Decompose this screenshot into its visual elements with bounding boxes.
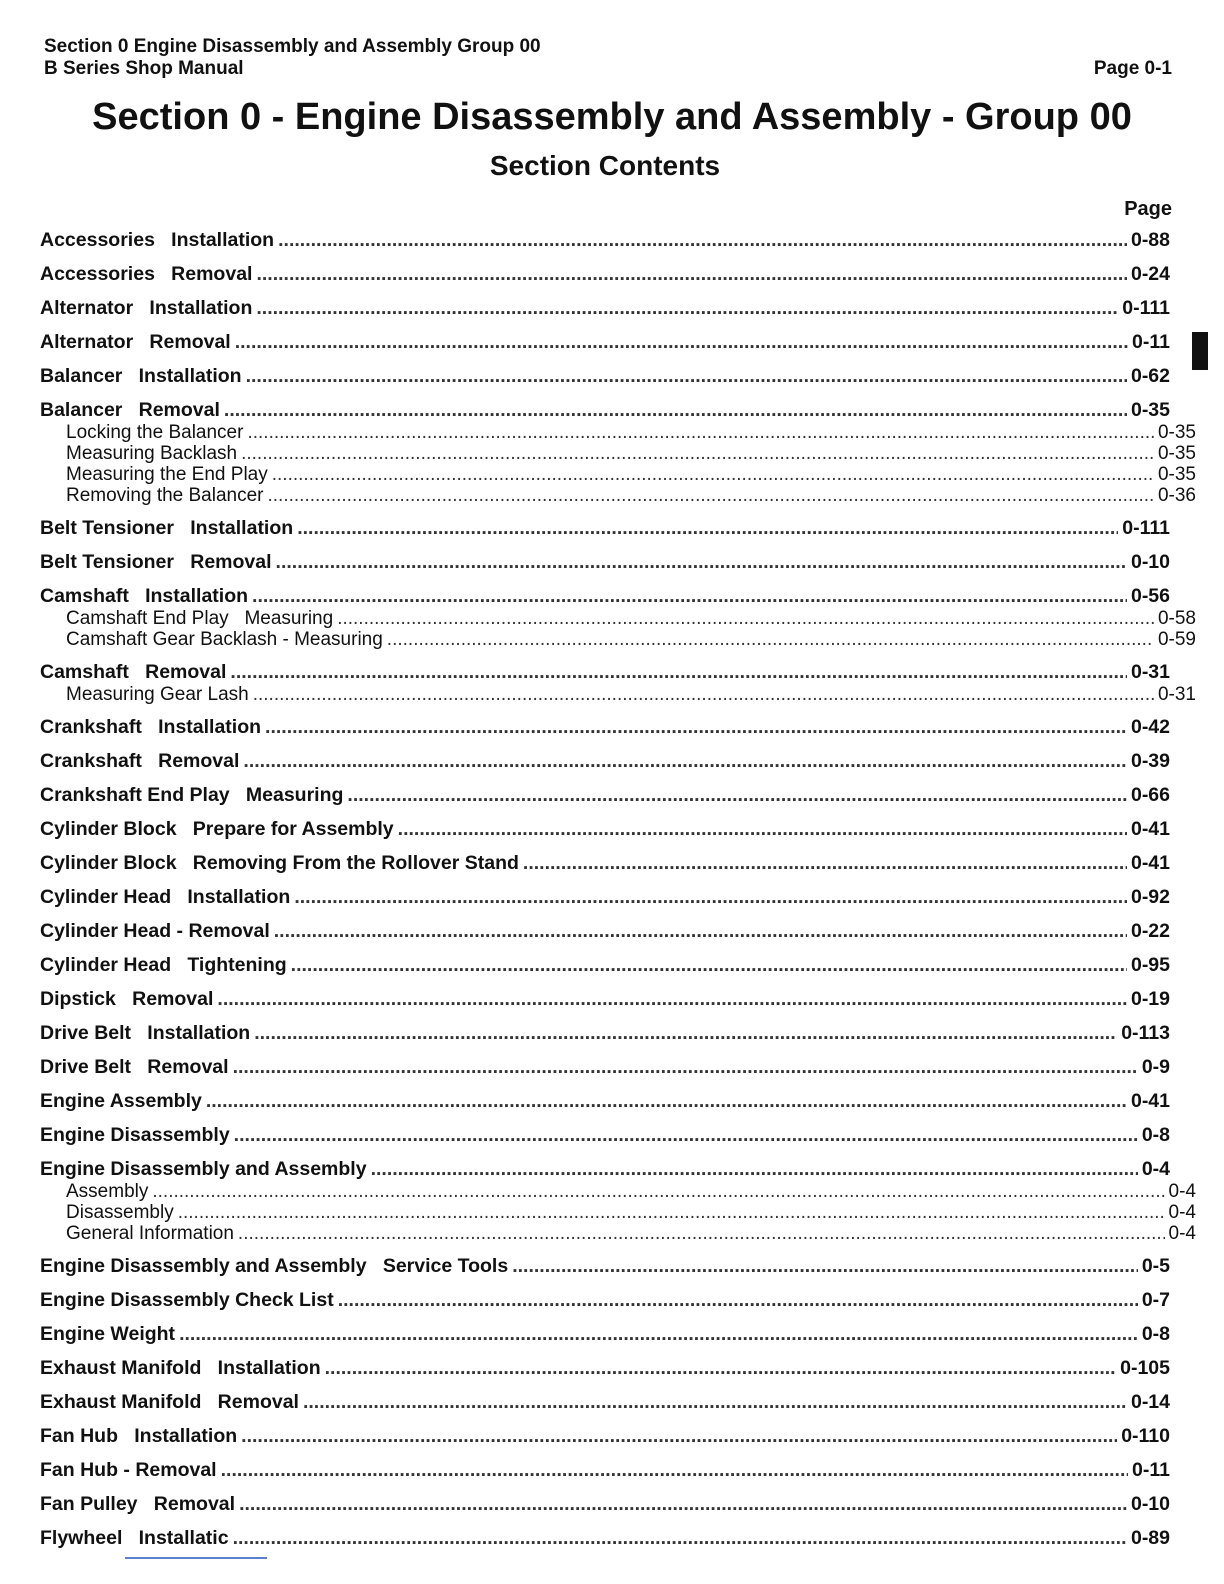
dot-leader	[243, 749, 1127, 773]
dot-leader	[387, 629, 1154, 650]
toc-main-row[interactable]	[40, 1458, 1170, 1482]
toc-entry	[40, 262, 1170, 286]
toc-entry-title: Engine Weight	[40, 1323, 176, 1345]
toc-entry-page: 0-89	[1130, 1527, 1170, 1549]
toc-sub-row[interactable]	[40, 1181, 1196, 1202]
toc-sub-page: 0-4	[1168, 1223, 1196, 1244]
toc-entry-title: Alternator Installation	[40, 297, 253, 319]
toc-entry-title: Dipstick Removal	[40, 988, 214, 1010]
toc-entry-page: 0-66	[1130, 784, 1170, 806]
toc-sub-title: Camshaft End Play Measuring	[66, 608, 334, 629]
toc-entry-page: 0-42	[1130, 716, 1170, 738]
toc-main-row[interactable]	[40, 660, 1170, 684]
toc-entry-page: 0-11	[1132, 1459, 1170, 1481]
toc-entry-page: 0-11	[1132, 331, 1170, 353]
dot-leader	[221, 1458, 1128, 1482]
toc-sub-page: 0-36	[1157, 485, 1196, 506]
dot-leader	[523, 851, 1127, 875]
toc-main-row[interactable]	[40, 1288, 1170, 1312]
toc-sub-page: 0-35	[1157, 464, 1196, 485]
table-of-contents	[40, 228, 1196, 1560]
toc-entry-title: Cylinder Head - Removal	[40, 920, 270, 942]
toc-entry	[40, 330, 1170, 354]
toc-entry-page: 0-7	[1141, 1289, 1170, 1311]
toc-sub-title: Measuring Backlash	[66, 443, 238, 464]
toc-entry-title: Crankshaft Removal	[40, 750, 240, 772]
dot-leader	[235, 330, 1128, 354]
toc-entry	[40, 1322, 1170, 1346]
toc-sub-title: Removing the Balancer	[66, 485, 264, 506]
toc-sub-page: 0-58	[1157, 608, 1196, 629]
toc-entry	[40, 516, 1170, 540]
dot-leader	[178, 1202, 1165, 1223]
toc-entry-title: Accessories Removal	[40, 263, 253, 285]
toc-entry-title: Cylinder Block Removing From the Rollover Stand	[40, 852, 519, 874]
toc-entry	[40, 987, 1170, 1011]
dot-leader	[241, 1424, 1117, 1448]
dot-leader	[294, 885, 1127, 909]
dot-leader	[338, 1288, 1138, 1312]
toc-sub-page: 0-59	[1157, 629, 1196, 650]
toc-entry-page: 0-8	[1141, 1124, 1170, 1146]
toc-main-row[interactable]	[40, 1322, 1170, 1346]
toc-main-row[interactable]	[40, 749, 1170, 773]
dot-leader	[254, 1021, 1117, 1045]
toc-main-row[interactable]	[40, 296, 1170, 320]
dot-leader	[246, 364, 1127, 388]
dot-leader	[206, 1089, 1127, 1113]
dot-leader	[291, 953, 1127, 977]
toc-entry-title: Engine Disassembly and Assembly	[40, 1158, 367, 1180]
toc-sub-row[interactable]	[40, 608, 1196, 629]
toc-entry	[40, 1390, 1170, 1414]
toc-main-row[interactable]	[40, 851, 1170, 875]
toc-entry-page: 0-92	[1130, 886, 1170, 908]
toc-entry	[40, 749, 1170, 773]
toc-main-row[interactable]	[40, 919, 1170, 943]
dot-leader	[398, 817, 1127, 841]
dot-leader	[253, 684, 1154, 705]
toc-entry	[40, 783, 1170, 807]
dot-leader	[233, 1055, 1138, 1079]
toc-entry-title: Engine Disassembly	[40, 1124, 230, 1146]
section-contents-heading: Section Contents	[489, 150, 721, 181]
toc-entry	[40, 1157, 1196, 1244]
dot-leader	[265, 715, 1127, 739]
toc-entry	[40, 953, 1170, 977]
toc-main-row[interactable]	[40, 516, 1170, 540]
dot-leader	[252, 584, 1127, 608]
toc-main-row[interactable]	[40, 1424, 1170, 1448]
toc-entry-title: Exhaust Manifold Installation	[40, 1357, 321, 1379]
toc-sub-page: 0-4	[1168, 1181, 1196, 1202]
page-column-label: Page	[1124, 198, 1172, 220]
toc-entry-page: 0-31	[1130, 661, 1170, 683]
dot-leader	[347, 783, 1127, 807]
toc-entry-title: Balancer Installation	[40, 365, 242, 387]
dot-leader	[238, 1223, 1165, 1244]
toc-entry-page: 0-111	[1122, 517, 1170, 539]
toc-main-row[interactable]	[40, 228, 1170, 252]
toc-entry-page: 0-9	[1141, 1056, 1170, 1078]
toc-main-row[interactable]	[40, 1254, 1170, 1278]
toc-main-row[interactable]	[40, 817, 1170, 841]
page-title: Section 0 - Engine Disassembly and Assembly - Group 00	[92, 96, 1132, 138]
toc-main-row[interactable]	[40, 262, 1170, 286]
toc-entry	[40, 296, 1170, 320]
toc-entry-page: 0-62	[1130, 365, 1170, 387]
dot-leader	[247, 422, 1154, 443]
toc-sub-row[interactable]	[40, 422, 1196, 443]
toc-entry	[40, 550, 1170, 574]
toc-entry	[40, 851, 1170, 875]
toc-sub-page: 0-4	[1168, 1202, 1196, 1223]
toc-entry-page: 0-88	[1130, 229, 1170, 251]
dot-leader	[303, 1390, 1127, 1414]
toc-entry-title: Flywheel Installatic	[40, 1527, 229, 1549]
toc-sub-row[interactable]	[40, 1223, 1196, 1244]
toc-entry-title: Accessories Installation	[40, 229, 275, 251]
toc-entry	[40, 885, 1170, 909]
toc-sub-title: Disassembly	[66, 1202, 174, 1223]
section-tab-marker	[1192, 332, 1208, 370]
toc-entry-page: 0-4	[1141, 1158, 1170, 1180]
toc-entry	[40, 817, 1170, 841]
header-manual-line: B Series Shop Manual	[44, 58, 244, 79]
toc-entry-page: 0-19	[1130, 988, 1170, 1010]
header-page-number: Page 0-1	[1093, 58, 1172, 79]
toc-sub-page: 0-35	[1157, 443, 1196, 464]
toc-entry	[40, 1424, 1170, 1448]
dot-leader	[297, 516, 1118, 540]
toc-sub-row[interactable]	[40, 629, 1196, 650]
dot-leader	[217, 987, 1127, 1011]
dot-leader	[371, 1157, 1138, 1181]
toc-entry	[40, 1123, 1170, 1147]
toc-main-row[interactable]	[40, 364, 1170, 388]
toc-entry-title: Alternator Removal	[40, 331, 231, 353]
toc-main-row[interactable]	[40, 1123, 1170, 1147]
toc-entry	[40, 1356, 1170, 1380]
toc-sub-title: Measuring the End Play	[66, 464, 268, 485]
dot-leader	[179, 1322, 1138, 1346]
toc-entry-page: 0-41	[1130, 1090, 1170, 1112]
toc-entry	[40, 1055, 1170, 1079]
running-header	[44, 36, 541, 80]
toc-sub-page: 0-31	[1157, 684, 1196, 705]
dot-leader	[272, 464, 1154, 485]
dot-leader	[233, 1526, 1127, 1550]
toc-entry-title: Cylinder Block Prepare for Assembly	[40, 818, 394, 840]
toc-entry-page: 0-56	[1130, 585, 1170, 607]
dot-leader	[256, 296, 1118, 320]
toc-sub-page: 0-35	[1157, 422, 1196, 443]
toc-entry	[40, 364, 1170, 388]
toc-main-row[interactable]	[40, 1492, 1170, 1516]
toc-entry-page: 0-24	[1130, 263, 1170, 285]
toc-entry-title: Engine Disassembly Check List	[40, 1289, 334, 1311]
toc-entry-title: Belt Tensioner Removal	[40, 551, 272, 573]
toc-sub-row[interactable]	[40, 464, 1196, 485]
toc-entry-page: 0-14	[1130, 1391, 1170, 1413]
toc-entry-page: 0-22	[1130, 920, 1170, 942]
dot-leader	[241, 443, 1154, 464]
toc-main-row[interactable]	[40, 783, 1170, 807]
toc-main-row[interactable]	[40, 398, 1170, 422]
dot-leader	[325, 1356, 1117, 1380]
toc-entry-page: 0-111	[1122, 297, 1170, 319]
toc-main-row[interactable]	[40, 715, 1170, 739]
toc-entry-title: Drive Belt Removal	[40, 1056, 229, 1078]
toc-entry-page: 0-8	[1141, 1323, 1170, 1345]
toc-entry-title: Crankshaft End Play Measuring	[40, 784, 344, 806]
toc-entry-title: Crankshaft Installation	[40, 716, 262, 738]
toc-main-row[interactable]	[40, 1089, 1170, 1113]
toc-entry-title: Fan Hub - Removal	[40, 1459, 217, 1481]
dot-leader	[276, 550, 1127, 574]
toc-entry-page: 0-95	[1130, 954, 1170, 976]
toc-entry-page: 0-39	[1130, 750, 1170, 772]
dot-leader	[268, 485, 1154, 506]
toc-entry-title: Engine Assembly	[40, 1090, 202, 1112]
toc-entry-title: Camshaft Installation	[40, 585, 249, 607]
toc-entry	[40, 1458, 1170, 1482]
toc-entry-page: 0-110	[1121, 1425, 1170, 1447]
toc-entry-page: 0-41	[1130, 852, 1170, 874]
toc-sub-row[interactable]	[40, 485, 1196, 506]
toc-entry	[40, 228, 1170, 252]
toc-main-row[interactable]	[40, 330, 1170, 354]
toc-sub-row[interactable]	[40, 684, 1196, 705]
toc-main-row[interactable]	[40, 1526, 1170, 1550]
toc-sub-title: Locking the Balancer	[66, 422, 244, 443]
toc-entry-title: Drive Belt Installation	[40, 1022, 251, 1044]
toc-main-row[interactable]	[40, 1390, 1170, 1414]
toc-entry-page: 0-35	[1130, 399, 1170, 421]
toc-entry	[40, 1526, 1170, 1550]
toc-entry	[40, 1089, 1170, 1113]
toc-entry	[40, 1021, 1170, 1045]
toc-sub-row[interactable]	[40, 443, 1196, 464]
toc-entry-title: Engine Disassembly and Assembly Service Tools	[40, 1255, 509, 1277]
dot-leader	[152, 1181, 1164, 1202]
toc-entry-title: Fan Hub Installation	[40, 1425, 238, 1447]
toc-entry-title: Exhaust Manifold Removal	[40, 1391, 299, 1413]
header-section-line: Section 0 Engine Disassembly and Assembly Group 00	[44, 36, 541, 57]
toc-main-row[interactable]	[40, 1157, 1170, 1181]
toc-main-row[interactable]	[40, 1021, 1170, 1045]
toc-main-row[interactable]	[40, 1055, 1170, 1079]
dot-leader	[512, 1254, 1138, 1278]
dot-leader	[234, 1123, 1138, 1147]
toc-entry-title: Belt Tensioner Installation	[40, 517, 294, 539]
toc-entry-page: 0-5	[1141, 1255, 1170, 1277]
toc-main-row[interactable]	[40, 584, 1170, 608]
toc-entry-page: 0-113	[1121, 1022, 1170, 1044]
toc-entry-title: Balancer Removal	[40, 399, 220, 421]
toc-entry-title: Camshaft Removal	[40, 661, 227, 683]
toc-main-row[interactable]	[40, 885, 1170, 909]
toc-sub-title: Measuring Gear Lash	[66, 684, 249, 705]
toc-main-row[interactable]	[40, 1356, 1170, 1380]
toc-sub-title: General Information	[66, 1223, 234, 1244]
toc-entry-page: 0-10	[1130, 1493, 1170, 1515]
toc-entry	[40, 584, 1196, 650]
toc-sub-title: Assembly	[66, 1181, 149, 1202]
toc-entry	[40, 1254, 1170, 1278]
toc-sub-title: Camshaft Gear Backlash - Measuring	[66, 629, 383, 650]
toc-entry	[40, 1492, 1170, 1516]
dot-leader	[239, 1492, 1127, 1516]
dot-leader	[274, 919, 1127, 943]
dot-leader	[278, 228, 1127, 252]
dot-leader	[256, 262, 1127, 286]
dot-leader	[230, 660, 1127, 684]
toc-entry	[40, 715, 1170, 739]
toc-entry-title: Fan Pulley Removal	[40, 1493, 236, 1515]
toc-entry	[40, 660, 1196, 705]
toc-main-row[interactable]	[40, 550, 1170, 574]
dot-leader	[224, 398, 1127, 422]
toc-main-row[interactable]	[40, 953, 1170, 977]
toc-entry-title: Cylinder Head Tightening	[40, 954, 287, 976]
toc-entry-title: Cylinder Head Installation	[40, 886, 291, 908]
toc-entry-page: 0-105	[1120, 1357, 1170, 1379]
toc-entry	[40, 1288, 1170, 1312]
toc-entry-page: 0-41	[1130, 818, 1170, 840]
toc-entry	[40, 919, 1170, 943]
toc-sub-row[interactable]	[40, 1202, 1196, 1223]
toc-main-row[interactable]	[40, 987, 1170, 1011]
bottom-rule	[125, 1557, 267, 1559]
toc-entry	[40, 398, 1196, 506]
dot-leader	[337, 608, 1154, 629]
toc-entry-page: 0-10	[1130, 551, 1170, 573]
